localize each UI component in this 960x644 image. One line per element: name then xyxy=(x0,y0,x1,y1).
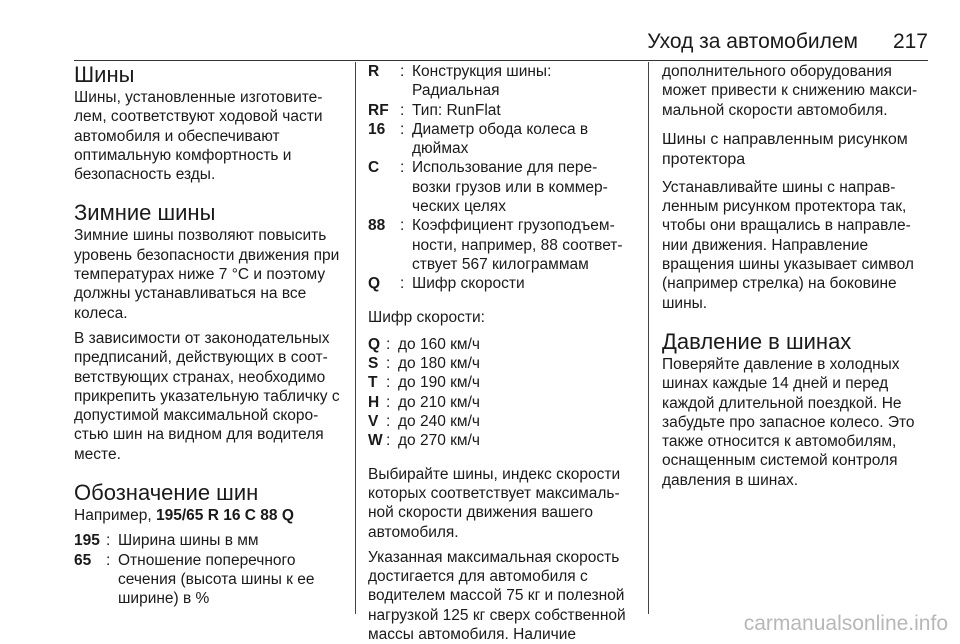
code-text: Использование для пере-возки грузов или в коммер-ческих целях xyxy=(412,159,608,216)
heading-directional-tires: Шины с направленным рисунком протектора xyxy=(662,130,908,168)
speed-list xyxy=(368,335,636,451)
heading-tire-marking: Обозначение шин xyxy=(74,480,259,506)
paragraph-winter-2: В зависимости от законодательных предписаний, действующих в соот-ветствующих странах, необходимо прикрепить указательную табличку с допустимой максимальной скоро-стью шин на видном для водителя месте. xyxy=(74,329,340,463)
speed-colon: : xyxy=(386,432,391,450)
speed-colon: : xyxy=(386,335,391,353)
code-row xyxy=(368,101,636,120)
heading-tires: Шины xyxy=(74,62,135,87)
speed-key: T xyxy=(368,374,378,392)
code-colon: : xyxy=(400,120,405,138)
code-key: R xyxy=(368,63,380,80)
code-row xyxy=(368,120,636,159)
speed-text: до 190 км/ч xyxy=(398,374,480,392)
heading-winter-tires: Зимние шины xyxy=(74,200,216,226)
speed-text: до 160 км/ч xyxy=(398,335,480,353)
speed-text: до 240 км/ч xyxy=(398,413,480,431)
code-text: Шифр скорости xyxy=(412,275,525,293)
column-3 xyxy=(662,62,932,490)
column-1 xyxy=(74,62,344,609)
speed-text: до 180 км/ч xyxy=(398,355,480,373)
speed-row xyxy=(368,354,636,373)
column-2 xyxy=(368,62,636,644)
speed-row xyxy=(368,393,636,412)
code-list xyxy=(74,531,344,608)
code-key: RF xyxy=(368,101,389,119)
code-row xyxy=(74,531,344,550)
code-text: Отношение поперечного сечения (высота шины к ее ширине) в % xyxy=(118,551,315,608)
paragraph-max-speed: Указанная максимальная скорость достигается для автомобиля с водителем массой 75 кг и полезной нагрузкой 125 кг сверх собственной массы автомобиля. Наличие xyxy=(368,548,626,644)
code-colon: : xyxy=(400,101,405,119)
code-key: 195 xyxy=(74,532,100,550)
code-key: Q xyxy=(368,275,381,293)
code-row xyxy=(368,216,636,274)
code-colon: : xyxy=(106,551,111,569)
speed-row xyxy=(368,373,636,392)
code-row xyxy=(74,551,344,609)
chapter-title: Уход за автомобилем xyxy=(647,30,858,53)
paragraph-tires: Шины, установленные изготовите-лем, соответствуют ходовой части автомобиля и обеспечивают оптимальную комфортность и безопасность езды. xyxy=(74,89,323,184)
code-key: 88 xyxy=(368,217,386,235)
paragraph-winter-1: Зимние шины позволяют повысить уровень безопасности движения при температурах ниже 7 °C и поэтому должны устанавливаться на все колеса. xyxy=(74,227,340,322)
speed-row xyxy=(368,431,636,450)
code-colon: : xyxy=(400,275,405,293)
paragraph-directional: Устанавливайте шины с направ-ленным рисунком протектора так, чтобы они вращались в направле-нии движения. Направление вращения шины указывает символ (например стрелка) на боковине шины. xyxy=(662,178,914,312)
watermark: carmanualsonline.info xyxy=(743,612,948,635)
speed-colon: : xyxy=(386,413,391,431)
marking-example xyxy=(74,506,344,525)
code-colon: : xyxy=(400,217,405,235)
code-row xyxy=(368,158,636,216)
speed-colon: : xyxy=(386,355,391,373)
code-key: C xyxy=(368,159,380,177)
column-divider xyxy=(355,62,356,614)
page-header xyxy=(74,24,928,61)
speed-text: до 210 км/ч xyxy=(398,393,480,411)
code-text: Ширина шины в мм xyxy=(118,532,259,550)
speed-colon: : xyxy=(386,393,391,411)
code-text: Конструкция шины: Радиальная xyxy=(412,63,552,100)
speed-key: S xyxy=(368,355,379,373)
paragraph-choose-tires: Выбирайте шины, индекс скорости которых соответствует максималь-ной скорости движения вашего автомобиля. xyxy=(368,465,621,541)
speed-key: V xyxy=(368,413,379,431)
heading-tire-pressure: Давление в шинах xyxy=(662,328,852,354)
code-key: 65 xyxy=(74,551,92,569)
code-row xyxy=(368,62,636,101)
code-text: Тип: RunFlat xyxy=(412,101,501,119)
code-text: Коэффициент грузоподъем-ности, например, 88 соответ-ствует 567 килограммам xyxy=(412,217,623,273)
speed-heading: Шифр скорости: xyxy=(368,308,485,326)
speed-key: Q xyxy=(368,335,381,353)
code-row xyxy=(368,274,636,293)
speed-colon: : xyxy=(386,374,391,392)
speed-key: W xyxy=(368,432,383,450)
example-prefix: Например, xyxy=(74,507,152,525)
code-colon: : xyxy=(400,63,405,80)
code-colon: : xyxy=(400,159,405,177)
paragraph-pressure: Поверяйте давление в холодных шинах каждые 14 дней и перед каждой длительной поездкой. Не забудьте про запасное колесо. Это также относится к автомобилям, оснащенным системой контроля давления в шинах. xyxy=(662,355,915,489)
code-colon: : xyxy=(106,532,111,550)
speed-key: H xyxy=(368,393,380,411)
speed-row xyxy=(368,335,636,354)
code-list xyxy=(368,62,636,294)
speed-text: до 270 км/ч xyxy=(398,432,480,450)
example-code: 195/65 R 16 C 88 Q xyxy=(156,507,294,525)
code-text: Диаметр обода колеса в дюймах xyxy=(412,120,589,158)
code-key: 16 xyxy=(368,120,386,138)
speed-row xyxy=(368,412,636,431)
page-number: 217 xyxy=(892,30,928,53)
paragraph-continued: дополнительного оборудования может привести к снижению макси-мальной скорости автомобиля. xyxy=(662,63,918,119)
column-divider xyxy=(648,62,649,614)
